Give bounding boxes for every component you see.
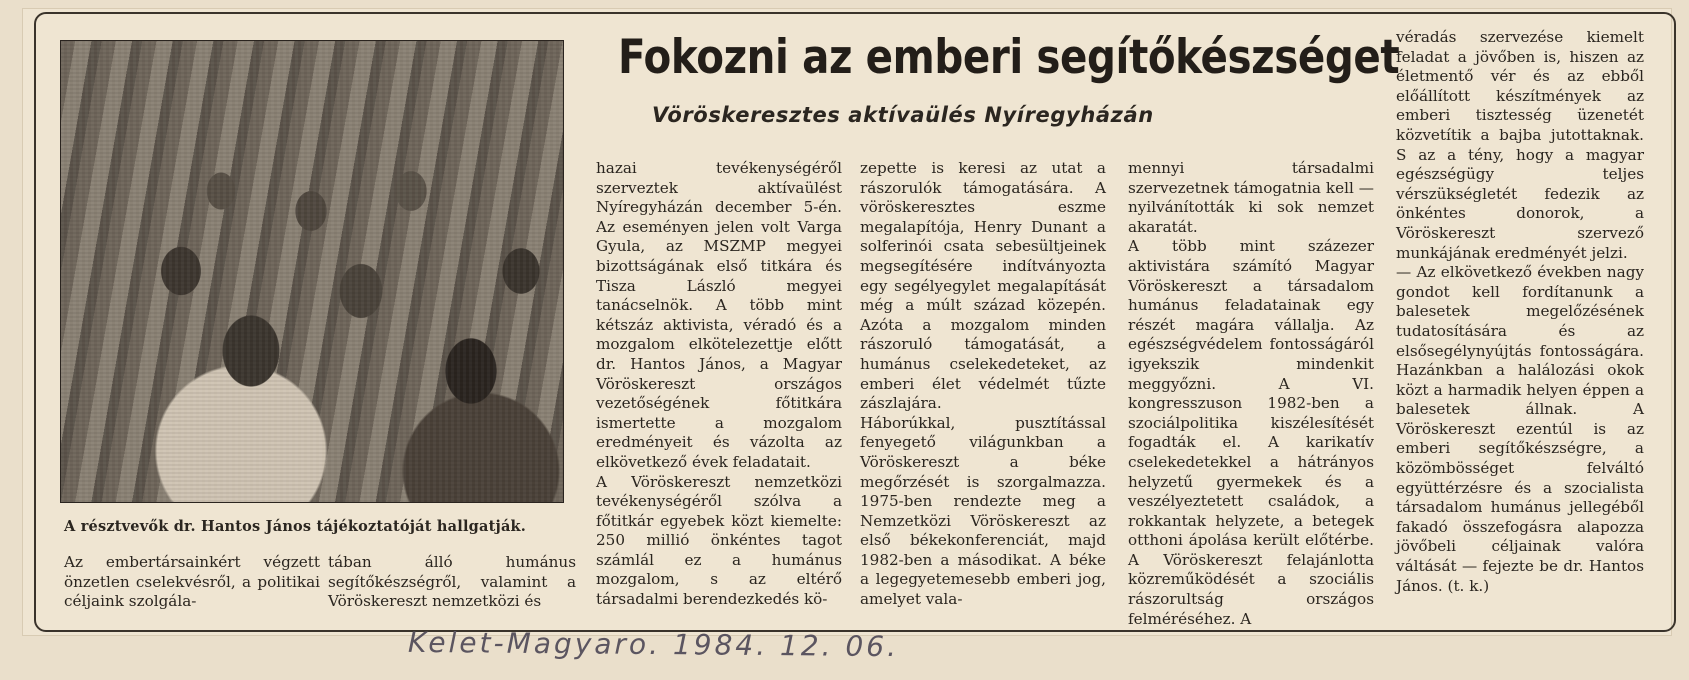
article-column-5: mennyi társadalmi szervezetnek támogatnia kell — nyilvánították ki sok nemzet akaratát. A több mint százezer aktivistára számító Magyar Vöröskereszt a társadalom humánus feladatainak egy részét magára vállalja. Az egészségvédelem fontosságáról igyekszik mindenkit meggyőzni. A VI. kongresszuson 1982-ben a szociálpolitika kiszélesítését fogadták el. A karikatív cselekedetekkel a hátrányos helyzetű gyermekek és a veszélyeztetett családok, a rokkantak helyzete, a betegek otthoni ápolása került előtérbe. A Vöröskereszt felajánlotta közreműködését a szociális rászorultság országos felméréséhez. A bbox=[1128, 159, 1374, 628]
photo-caption: A résztvevők dr. Hantos János tájékoztatóját hallgatják. bbox=[64, 518, 527, 535]
headline: Fokozni az emberi segítőkészséget bbox=[618, 30, 1400, 85]
handwritten-source-note: Kelet-Magyaro. 1984. 12. 06. bbox=[407, 625, 900, 664]
article-column-4: zepette is keresi az utat a rászorulók támogatására. A vöröskeresztes eszme megalapítója, Henry Dunant a solferinói csata sebesültjeinek megsegítésére indítványozta egy segélyegylet megalapítását még a múlt század közepén. Azóta a mozgalom minden rászoruló támogatását, a humánus cselekedeteket, az emberi élet védelmét tűzte zászlajára. Háborúkkal, pusztítással fenyegető világunkban a Vöröskereszt a béke megőrzését is szorgalmazza. 1975-ben rendezte meg a Nemzetközi Vöröskereszt az első békekonferenciát, majd 1982-ben a másodikat. A béke a legegyetemesebb emberi jog, amelyet vala- bbox=[860, 159, 1106, 609]
article-column-3: hazai tevékenységéről szerveztek aktívaülést Nyíregyházán december 5-én. Az eseményen jelen volt Varga Gyula, az MSZMP megyei bizottságának első titkára és Tisza László megyei tanácselnök. A több mint kétszáz aktivista, véradó és a mozgalom elkötelezettje előtt dr. Hantos János, a Magyar Vöröskereszt országos vezetőségének főtitkára ismertette a mozgalom eredményeit és vázolta az elkövetkező évek feladatait. A Vöröskereszt nemzetközi tevékenységéről szólva a főtitkár egyebek közt kiemelte: 250 millió önkéntes tagot számlál ez a humánus mozgalom, s az eltérő társadalmi berendezkedés kö- bbox=[596, 159, 842, 609]
article-column-1: Az embertársainkért végzett önzetlen cselekvésről, a politikai céljaink szolgála- bbox=[64, 553, 320, 611]
subheadline: Vöröskeresztes aktívaülés Nyíregyházán bbox=[652, 103, 1154, 127]
audience-photo bbox=[60, 40, 564, 503]
article-column-6: véradás szervezése kiemelt feladat a jövőben is, hiszen az életmentő vér és az ebből előállított készítmények az emberi tisztesség üzenetét közvetítik a bajba jutottaknak. S az a tény, hogy a magyar egészségügy teljes vérszükségletét fedezik az önkéntes donorok, a Vöröskereszt szervező munkájának eredményét jelzi. — Az elkövetkező években nagy gondot kell fordítanunk a balesetek megelőzésének tudatosítására és az elsősegélynyújtás fontosságára. Hazánkban a halálozási okok közt a harmadik helyen éppen a balesetek állnak. A Vöröskereszt ezentúl is az emberi segítőkészségre, a közömbösséget felváltó együttérzésre és a szocialista társadalom humánus jellegéből fakadó összefogásra alapozza jövőbeli céljainak valóra váltását — fejezte be dr. Hantos János. (t. k.) bbox=[1396, 28, 1644, 595]
article-column-2: tában álló humánus segítőkészségről, valamint a Vöröskereszt nemzetközi és bbox=[328, 553, 576, 611]
